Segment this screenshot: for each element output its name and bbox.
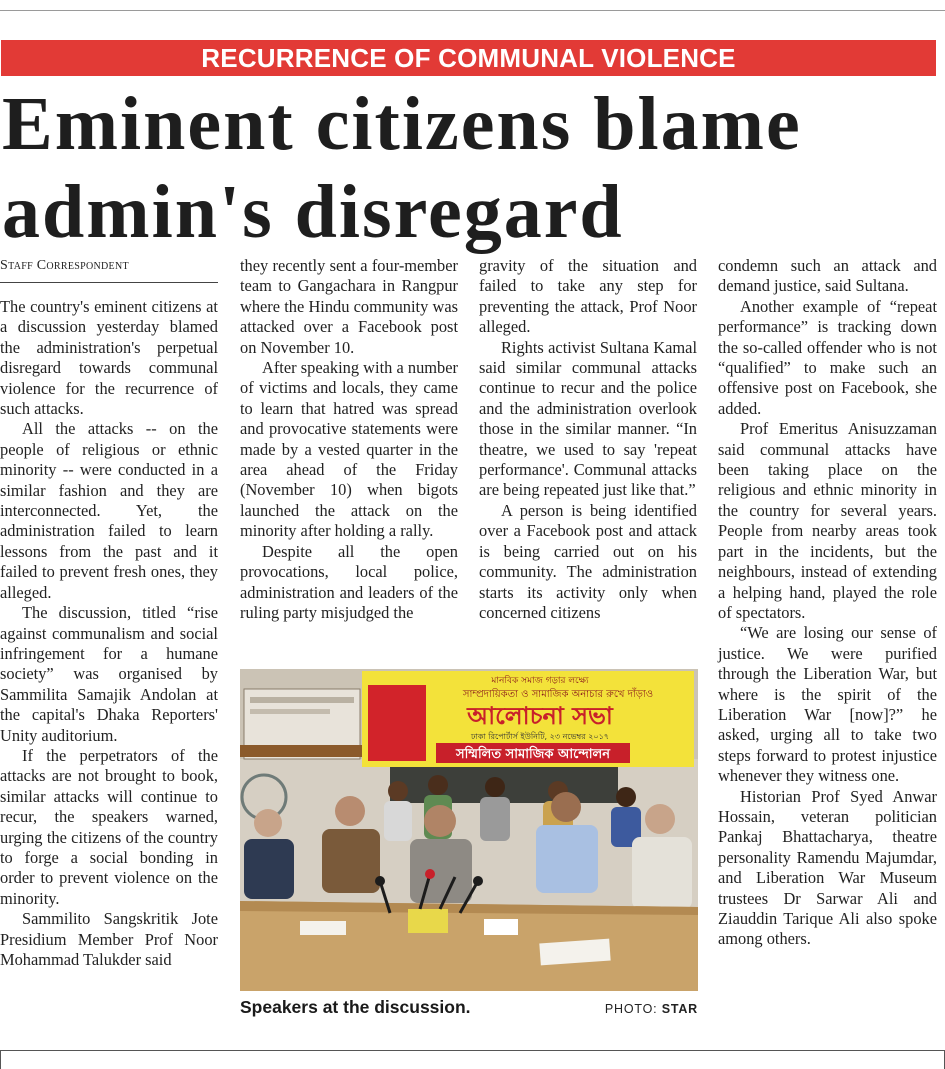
kicker-banner (1, 40, 936, 76)
paragraph: Rights activist Sultana Kamal said similar communal attacks continue to recur and the police and the administration overlook those in the similar manner. “In theatre, we used to say 'repeat performance'. Communal attacks are being repeated just like that.” (479, 337, 697, 500)
banner-title: আলোচনা সভা (467, 702, 613, 730)
photo-credit (605, 1002, 698, 1016)
article-column-4 (718, 256, 937, 950)
paragraph: “We are losing our sense of justice. We were purified through the Liberation War, but where is the spirit of the Liberation War [now]?” he asked, urging all to take two steps forward to protest injustice whenever they witness one. (718, 623, 937, 786)
paragraph: After speaking with a number of victims and locals, they came to learn that hatred was spread and provocative statements were made by a vested quarter in the area ahead of the Friday (November 10) when bigots launched the attack on the minority after holding a rally. (240, 358, 458, 541)
caption-text: Speakers at the discussion. (240, 997, 471, 1017)
paragraph: Another example of “repeat performance” is tracking down the so-called offender who is not “qualified” to make such an offensive post on Facebook, she added. (718, 296, 937, 418)
banner-sub: ঢাকা রিপোর্টার্স ইউনিটি, ২৩ নভেম্বর ২০১৭ (470, 732, 610, 741)
article-column-3 (479, 256, 697, 623)
paragraph: Prof Emeritus Anisuzzaman said communal attacks have been taking place on the religious and ethnic minority in the country for several years. People from nearby areas took part in the incidents, but the neighbours, instead of extending a helping hand, played the role of spectators. (718, 419, 937, 622)
paragraph: Despite all the open provocations, local police, administration and leaders of the ruling party misjudged the (240, 541, 458, 622)
top-rule (0, 10, 945, 11)
news-photo (240, 669, 698, 991)
headline-line-1: Eminent citizens blame (2, 82, 802, 166)
credit-prefix: PHOTO: (604, 1002, 658, 1016)
paragraph: they recently sent a four-member team to Gangachara in Rangpur where the Hindu community was attacked over a Facebook post on November 10. (240, 256, 458, 357)
microphone-box (408, 909, 448, 933)
headline (2, 80, 942, 256)
table (240, 901, 698, 991)
article-column-2 (240, 256, 458, 623)
banner-line-2: সাম্প্রদায়িকতা ও সামাজিক অনাচার রুখে দাঁড়াও (462, 689, 654, 700)
paragraph: Historian Prof Syed Anwar Hossain, veteran politician Pankaj Bhattacharya, theatre personality Ramendu Majumdar, and Liberation War Museum trustees Dr Sarwar Ali and Ziauddin Tarique Ali also spoke among others. (718, 786, 937, 949)
paragraph: The discussion, titled “rise against communalism and social infringement for a humane society” was organised by Sammilita Samajik Andolan at the capital's Dhaka Reporters' Unity auditorium. (0, 603, 218, 745)
bottom-border (0, 1050, 945, 1069)
photo-illustration (240, 669, 698, 991)
paragraph: Sammilito Sangskritik Jote Presidium Member Prof Noor Mohammad Talukder said (0, 909, 218, 969)
byline: Staff Correspondent (0, 256, 218, 283)
paragraph: All the attacks -- on the people of religious or ethnic minority -- were conducted in a similar fashion and they are interconnected. Yet, the administration failed to learn lessons from the past and it failed to prevent fresh ones, they alleged. (0, 419, 218, 602)
paragraph: gravity of the situation and failed to take any step for preventing the attack, Prof Noor alleged. (479, 256, 697, 337)
article-column-1 (0, 256, 218, 970)
paragraph: A person is being identified over a Facebook post and attack is being carried out on his community. The administration starts its activity only when concerned citizens (479, 500, 697, 622)
banner-org: সম্মিলিত সামাজিক আন্দোলন (456, 747, 610, 762)
paragraph: condemn such an attack and demand justice, said Sultana. (718, 256, 937, 296)
paragraph: The country's eminent citizens at a discussion yesterday blamed the administration's perpetual disregard towards communal violence for the recurrence of such attacks. (0, 297, 218, 419)
kicker-text: RECURRENCE OF COMMUNAL VIOLENCE (201, 43, 736, 73)
paragraph: If the perpetrators of the attacks are not brought to book, similar attacks will continue to recur, the speakers warned, urging the citizens of the country to forge a social bonding in order to prevent violence on the minority. (0, 745, 218, 908)
banner-line-1: মানবিক সমাজ গড়ার লক্ষ্যে (491, 676, 589, 686)
headline-line-2: admin's disregard (2, 170, 624, 254)
credit-source: STAR (661, 1002, 698, 1016)
photo-caption (240, 996, 698, 1018)
